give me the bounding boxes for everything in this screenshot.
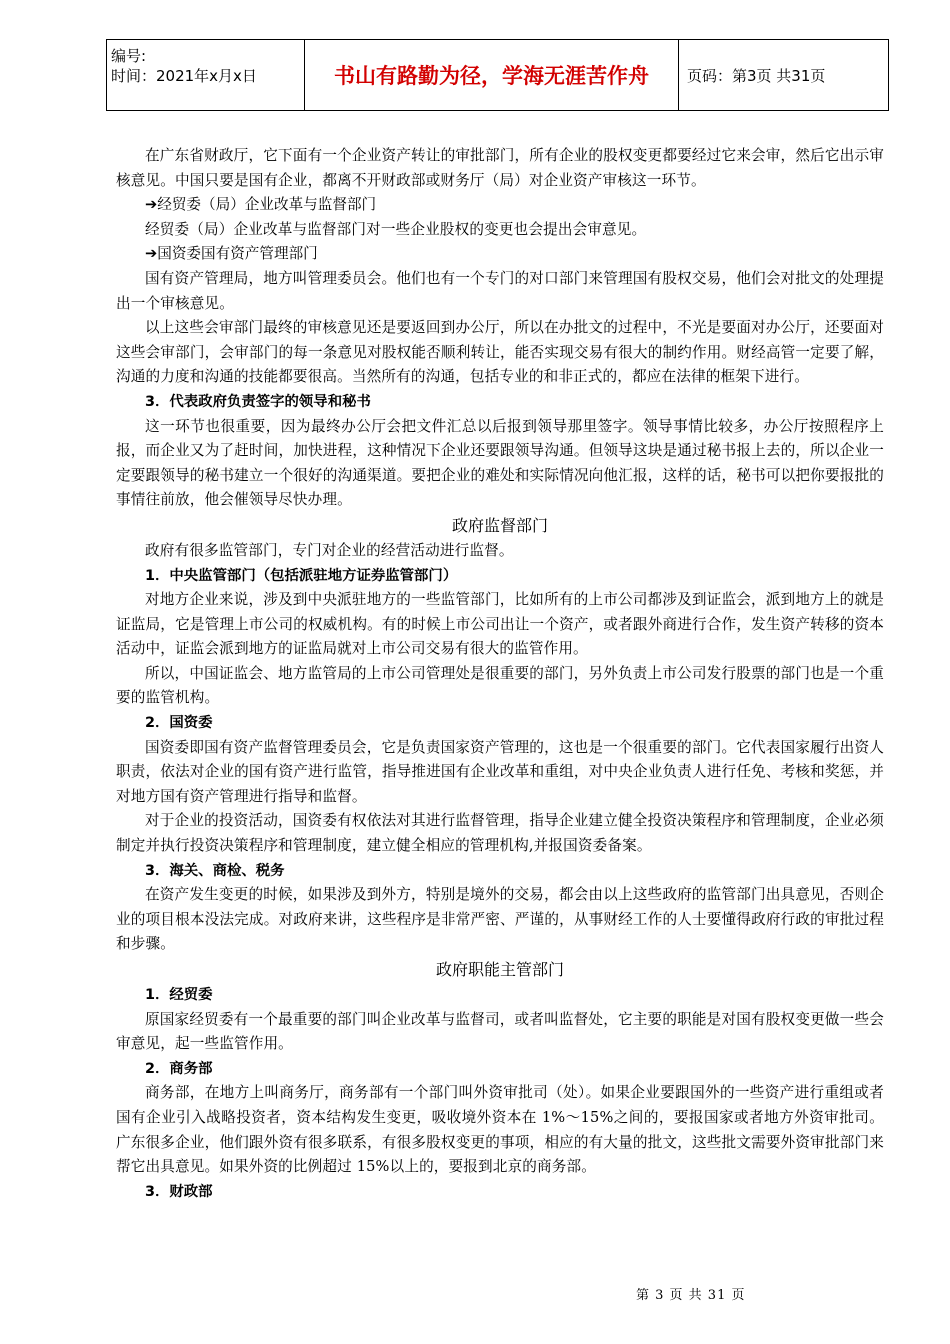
paragraph: 这一环节也很重要，因为最终办公厅会把文件汇总以后报到领导那里签字。领导事情比较多，办公厅按照程序上报，而企业又为了赶时间，加快进程，这种情况下企业还要跟领导沟通。但领导这块是通过秘书报上去的，所以企业一定要跟领导的秘书建立一个很好的沟通渠道。要把企业的难处和实际情况向他汇报，这样的话，秘书可以把你要报批的事情往前放，他会催领导尽快办理。	[116, 417, 884, 509]
document-number-label: 编号:	[111, 47, 147, 65]
subheading: 1．中央监管部门（包括派驻地方证券监管部门）	[145, 567, 458, 584]
paragraph: 政府有很多监管部门，专门对企业的经营活动进行监督。	[145, 541, 514, 559]
subheading: 3．海关、商检、税务	[145, 862, 285, 879]
paragraph: 所以，中国证监会、地方监管局的上市公司管理处是很重要的部门，另外负责上市公司发行股票的部门也是一个重要的监管机构。	[116, 664, 884, 707]
subheading: 1．经贸委	[145, 987, 213, 1003]
document-header-table	[106, 39, 889, 111]
arrow-item-text: 国资委国有资产管理部门	[157, 245, 318, 263]
header-motto: 书山有路勤为径，学海无涯苦作舟	[305, 40, 679, 110]
paragraph: 对于企业的投资活动，国资委有权依法对其进行监督管理，指导企业建立健全投资决策程序和管理制度，企业必须制定并执行投资决策程序和管理制度，建立健全相应的管理机构,并报国资委备案。	[116, 812, 884, 855]
arrow-list-item	[116, 193, 884, 218]
document-time-label: 时间：2021年x月x日	[111, 67, 257, 85]
subheading: 3．代表政府负责签字的领导和秘书	[145, 393, 371, 410]
paragraph: 国有资产管理局，地方叫管理委员会。他们也有一个专门的对口部门来管理国有股权交易，他们会对批文的处理提出一个审核意见。	[116, 269, 884, 312]
paragraph: 以上这些会审部门最终的审核意见还是要返回到办公厅，所以在办批文的过程中，不光是要面对办公厅，还要面对这些会审部门，会审部门的每一条意见对股权能否顺利转让，能否实现交易有很大的制约作用。财经高管一定要了解，沟通的力度和沟通的技能都要很高。当然所有的沟通，包括专业的和非正式的，都应在法律的框架下进行。	[116, 319, 884, 386]
section-title: 政府监督部门	[451, 515, 548, 535]
paragraph: 在广东省财政厅，它下面有一个企业资产转让的审批部门，所有企业的股权变更都要经过它来会审，然后它出示审核意见。中国只要是国有企业，都离不开财政部或财务厅（局）对企业资产审核这一环节。	[116, 147, 884, 189]
arrow-icon: ➔	[145, 196, 158, 214]
paragraph: 国资委即国有资产监督管理委员会，它是负责国家资产管理的，这也是一个很重要的部门。它代表国家履行出资人职责，依法对企业的国有资产进行监管，指导推进国有企业改革和重组，对中央企业负责人进行任免、考核和奖惩，并对地方国有资产管理进行指导和监督。	[116, 738, 884, 805]
header-page-info: 页码：第3页 共31页	[687, 66, 826, 85]
paragraph: 在资产发生变更的时候，如果涉及到外方，特别是境外的交易，都会由以上这些政府的监管部门出具意见，否则企业的项目根本没法完成。对政府来讲，这些程序是非常严密、严谨的，从事财经工作的人士要懂得政府行政的审批过程和步骤。	[116, 886, 884, 953]
paragraph: 对地方企业来说，涉及到中央派驻地方的一些监管部门，比如所有的上市公司都涉及到证监会，派到地方上的就是证监局，它是管理上市公司的权威机构。有的时候上市公司出让一个资产，或者跟外商进行合作，发生资产转移的资本活动中，证监会派到地方的证监局就对上市公司交易有很大的监管作用。	[116, 591, 884, 658]
subheading: 2．商务部	[145, 1060, 213, 1077]
paragraph: 原国家经贸委有一个最重要的部门叫企业改革与监督司，或者叫监督处，它主要的职能是对国有股权变更做一些会审意见，起一些监管作用。	[116, 1010, 884, 1053]
section-title: 政府职能主管部门	[435, 960, 564, 979]
arrow-item-text: 经贸委（局）企业改革与监督部门	[157, 196, 377, 214]
paragraph: 商务部，在地方上叫商务厅，商务部有一个部门叫外资审批司（处）。如果企业要跟国外的一些资产进行重组或者国有企业引入战略投资者，资本结构发生变更，吸收境外资本在 1%～15%之间的，要报国家或者地方外资审批司。广东很多企业，他们跟外资有很多联系，有很多股权变更的事项，相应的有大量的批文，这些批文需要外资审批部门来帮它出具意见。如果外资的比例超过 15%以上的，要报到北京的商务部。	[116, 1084, 884, 1176]
header-left-cell	[107, 40, 305, 110]
subheading: 3．财政部	[145, 1183, 213, 1200]
subheading: 2．国资委	[145, 715, 213, 732]
paragraph: 经贸委（局）企业改革与监督部门对一些企业股权的变更也会提出会审意见。	[145, 220, 647, 238]
arrow-list-item	[116, 242, 884, 267]
arrow-icon: ➔	[145, 245, 158, 263]
page-footer: 第 3 页 共 31 页	[636, 1288, 746, 1303]
document-body	[116, 144, 884, 1204]
